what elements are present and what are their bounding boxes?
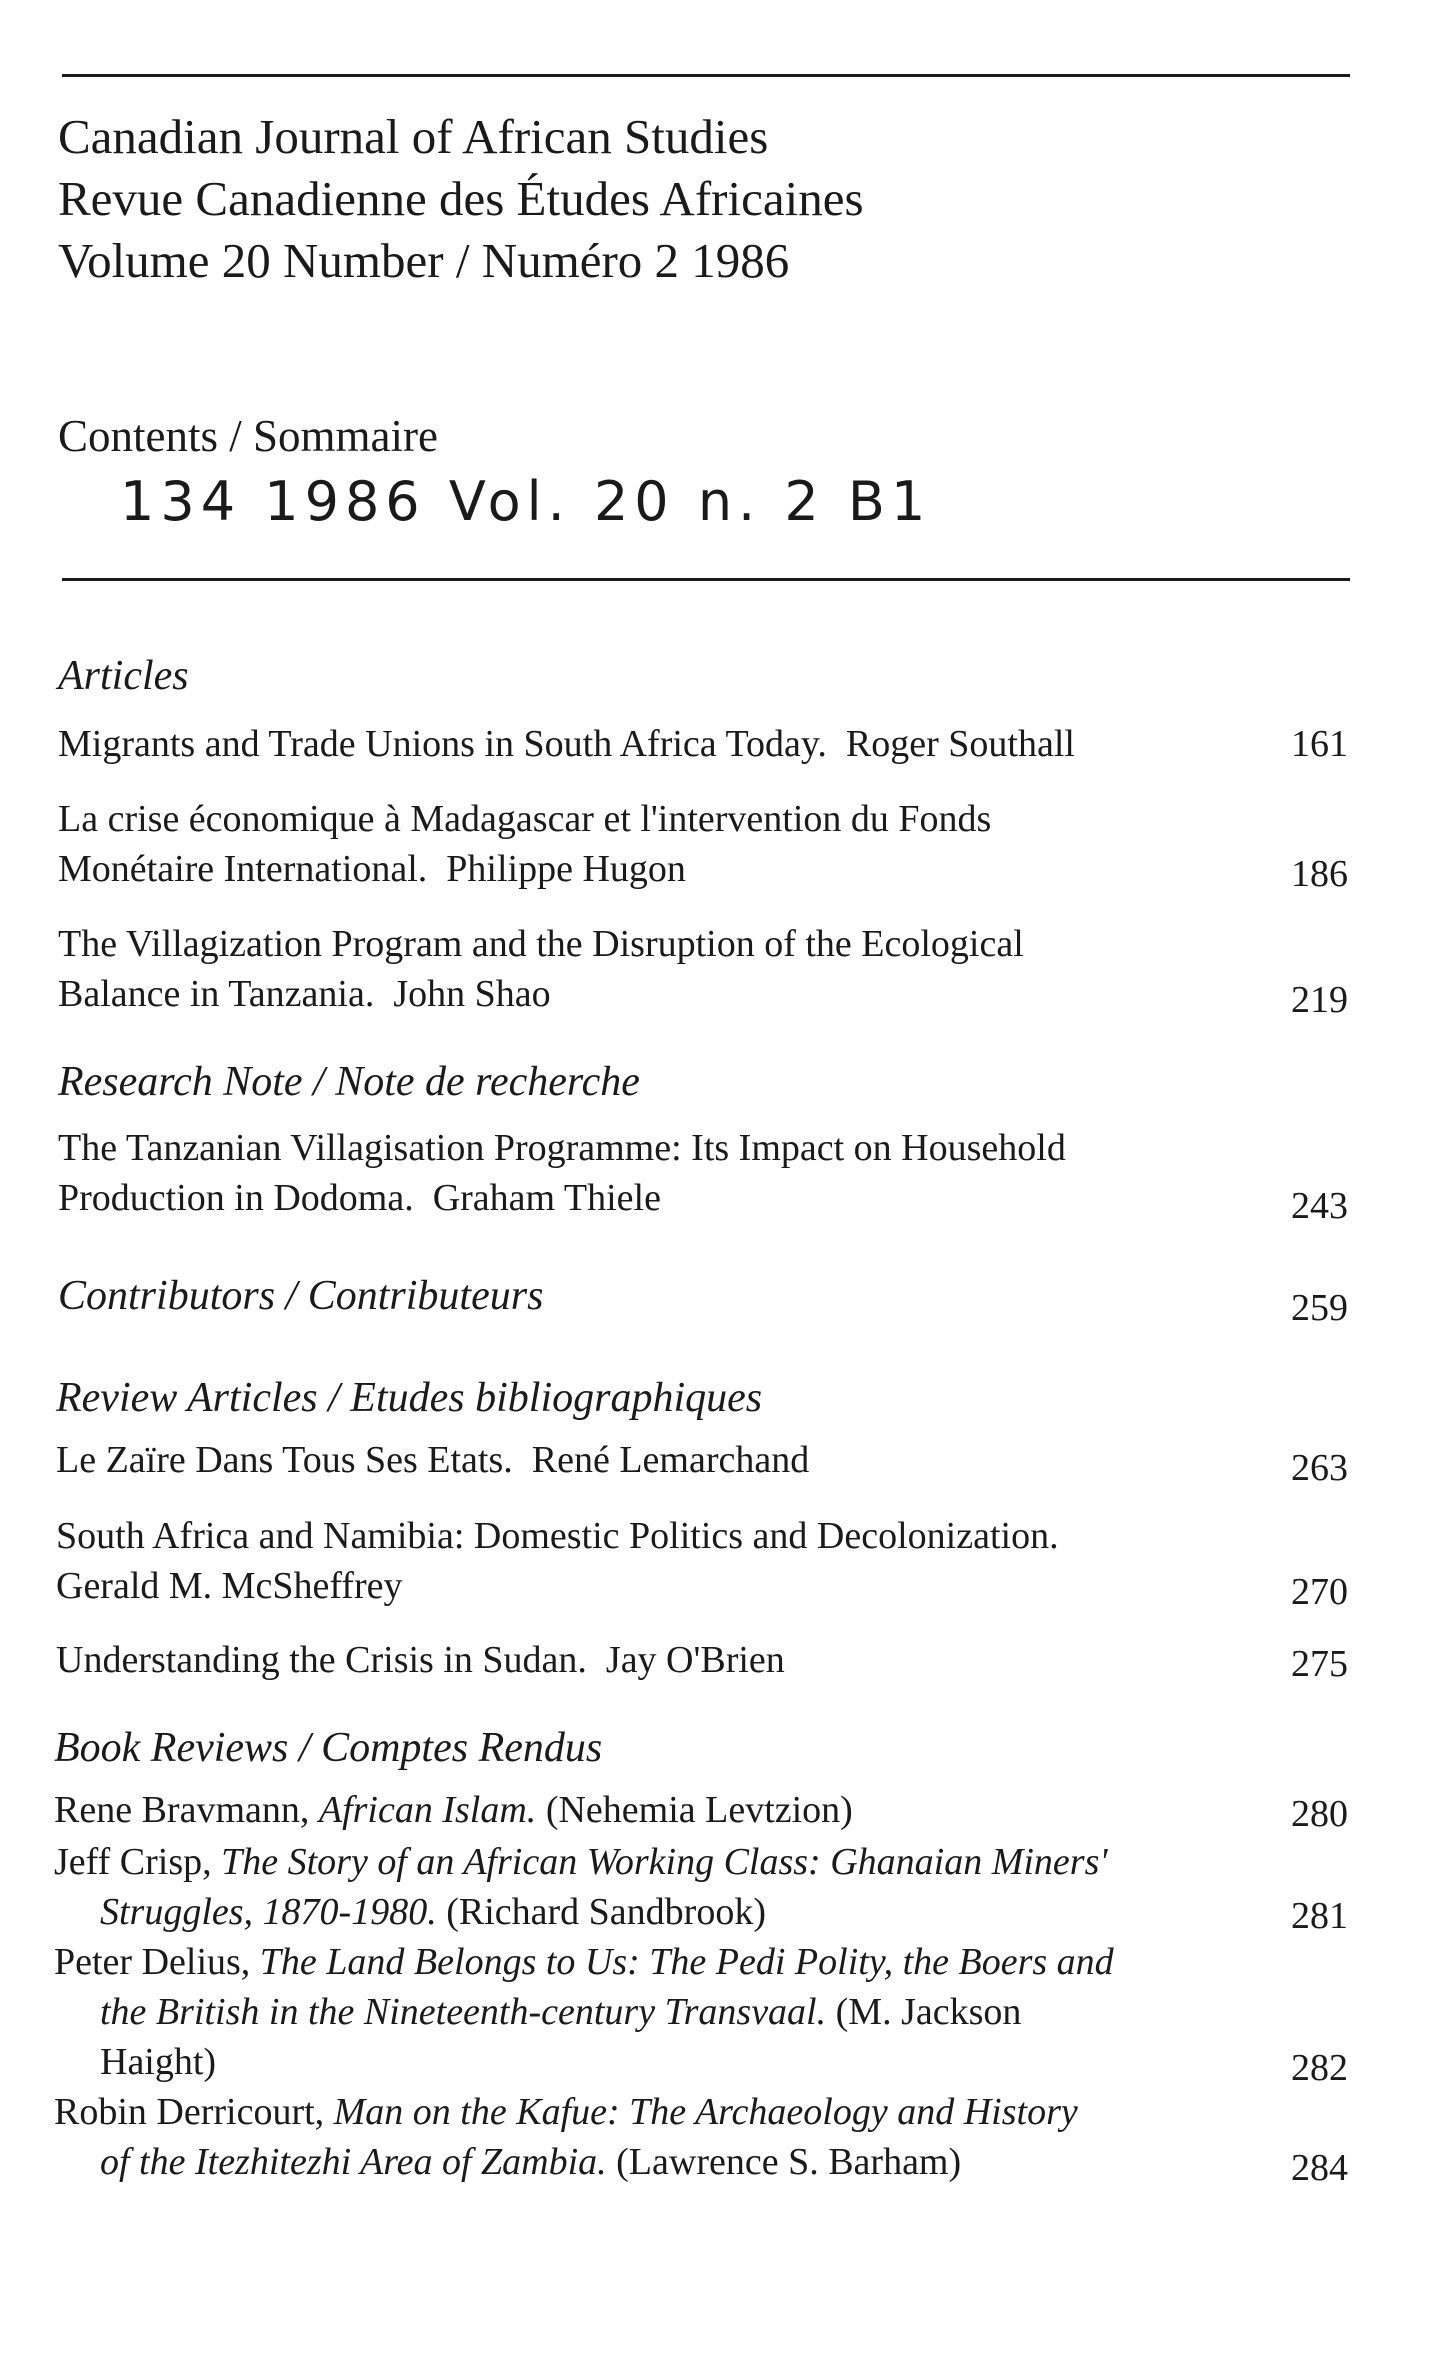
review-article-2-line2: Gerald M. McSheffrey: [56, 1565, 403, 1607]
book-review-3-line1: [54, 1938, 1114, 1986]
top-rule: [62, 74, 1350, 77]
article-2-author: Philippe Hugon: [446, 848, 686, 890]
review-article-1-page: 263: [1291, 1447, 1348, 1489]
article-2-line1: La crise économique à Madagascar et l'intervention du Fonds: [58, 798, 992, 840]
article-1: [58, 720, 1075, 768]
book-review-3-title-2: the British in the Nineteenth-century Transvaal.: [100, 1991, 827, 2033]
book-review-2-line1: [54, 1838, 1107, 1886]
article-3-line2: [58, 970, 551, 1018]
book-review-4-title-1: Man on the Kafue: The Archaeology and History: [333, 2091, 1078, 2133]
article-1-author: Roger Southall: [845, 723, 1075, 765]
review-article-2-page: 270: [1291, 1571, 1348, 1613]
contents-heading: Contents / Sommaire: [58, 411, 438, 461]
section-contributors-title: Contributors / Contributeurs: [58, 1273, 544, 1319]
book-review-4-reviewer: (Lawrence S. Barham): [616, 2141, 962, 2183]
article-2-page: 186: [1291, 853, 1348, 895]
book-review-1-page: 280: [1291, 1793, 1348, 1835]
book-review-4-title-2: of the Itezhitezhi Area of Zambia.: [100, 2141, 607, 2183]
article-3-author: John Shao: [393, 973, 551, 1015]
article-1-title: Migrants and Trade Unions in South Africa Today.: [58, 723, 827, 765]
review-article-1-title: Le Zaïre Dans Tous Ses Etats.: [56, 1439, 513, 1481]
section-review-articles-title: Review Articles / Etudes bibliographiques: [56, 1375, 763, 1421]
book-review-2-line2: [100, 1888, 766, 1936]
journal-title-fr: Revue Canadienne des Études Africaines: [58, 171, 864, 226]
book-review-1-reviewer: (Nehemia Levtzion): [545, 1789, 853, 1831]
review-article-3-title: Understanding the Crisis in Sudan.: [56, 1639, 587, 1681]
book-review-2-title-1: The Story of an African Working Class: Ghanaian Miners': [221, 1841, 1108, 1883]
article-3-title-end: Balance in Tanzania.: [58, 973, 375, 1015]
research-1-line2: [58, 1174, 661, 1222]
contributors-page: 259: [1291, 1287, 1348, 1329]
review-article-1-author: René Lemarchand: [531, 1439, 810, 1481]
book-review-1: [54, 1786, 853, 1834]
book-review-4-page: 284: [1291, 2147, 1348, 2189]
book-review-3-author: Peter Delius,: [54, 1941, 251, 1983]
review-article-3-page: 275: [1291, 1643, 1348, 1685]
article-2-title-end: Monétaire International.: [58, 848, 428, 890]
section-research-title: Research Note / Note de recherche: [58, 1059, 640, 1105]
book-review-4-line1: [54, 2088, 1078, 2136]
article-1-page: 161: [1291, 723, 1348, 765]
section-articles-title: Articles: [58, 653, 189, 699]
book-review-2-author: Jeff Crisp,: [54, 1841, 212, 1883]
review-article-3-author: Jay O'Brien: [605, 1639, 785, 1681]
book-review-4-author: Robin Derricourt,: [54, 2091, 325, 2133]
volume-line: Volume 20 Number / Numéro 2 1986: [58, 233, 790, 288]
research-1-page: 243: [1291, 1185, 1348, 1227]
book-review-2-reviewer: (Richard Sandbrook): [446, 1891, 766, 1933]
book-review-1-title: African Islam.: [318, 1789, 537, 1831]
research-1-line1: The Tanzanian Villagisation Programme: Its Impact on Household: [58, 1127, 1066, 1169]
research-1-title-end: Production in Dodoma.: [58, 1177, 414, 1219]
book-review-2-page: 281: [1291, 1895, 1348, 1937]
article-2-line2: [58, 845, 686, 893]
handwritten-note: 134 1986 Vol. 20 n. 2 B1: [120, 470, 932, 533]
book-review-3-title-1: The Land Belongs to Us: The Pedi Polity, the Boers and: [259, 1941, 1114, 1983]
journal-title-en: Canadian Journal of African Studies: [58, 109, 769, 164]
book-review-3-line3: Haight): [100, 2041, 217, 2083]
book-review-3-line2: [100, 1988, 1021, 2036]
book-review-3-page: 282: [1291, 2047, 1348, 2089]
book-review-1-author: Rene Bravmann,: [54, 1789, 310, 1831]
article-3-line1: The Villagization Program and the Disruption of the Ecological: [58, 923, 1024, 965]
research-1-author: Graham Thiele: [432, 1177, 661, 1219]
review-article-1: [56, 1436, 809, 1484]
contents-rule: [62, 578, 1350, 581]
article-3-page: 219: [1291, 979, 1348, 1021]
review-article-2-line1: South Africa and Namibia: Domestic Politics and Decolonization.: [56, 1515, 1059, 1557]
review-article-3: [56, 1636, 785, 1684]
section-book-reviews-title: Book Reviews / Comptes Rendus: [54, 1725, 603, 1771]
book-review-2-title-2: Struggles, 1870-1980.: [100, 1891, 437, 1933]
book-review-3-reviewer-1: (M. Jackson: [835, 1991, 1022, 2033]
book-review-4-line2: [100, 2138, 961, 2186]
